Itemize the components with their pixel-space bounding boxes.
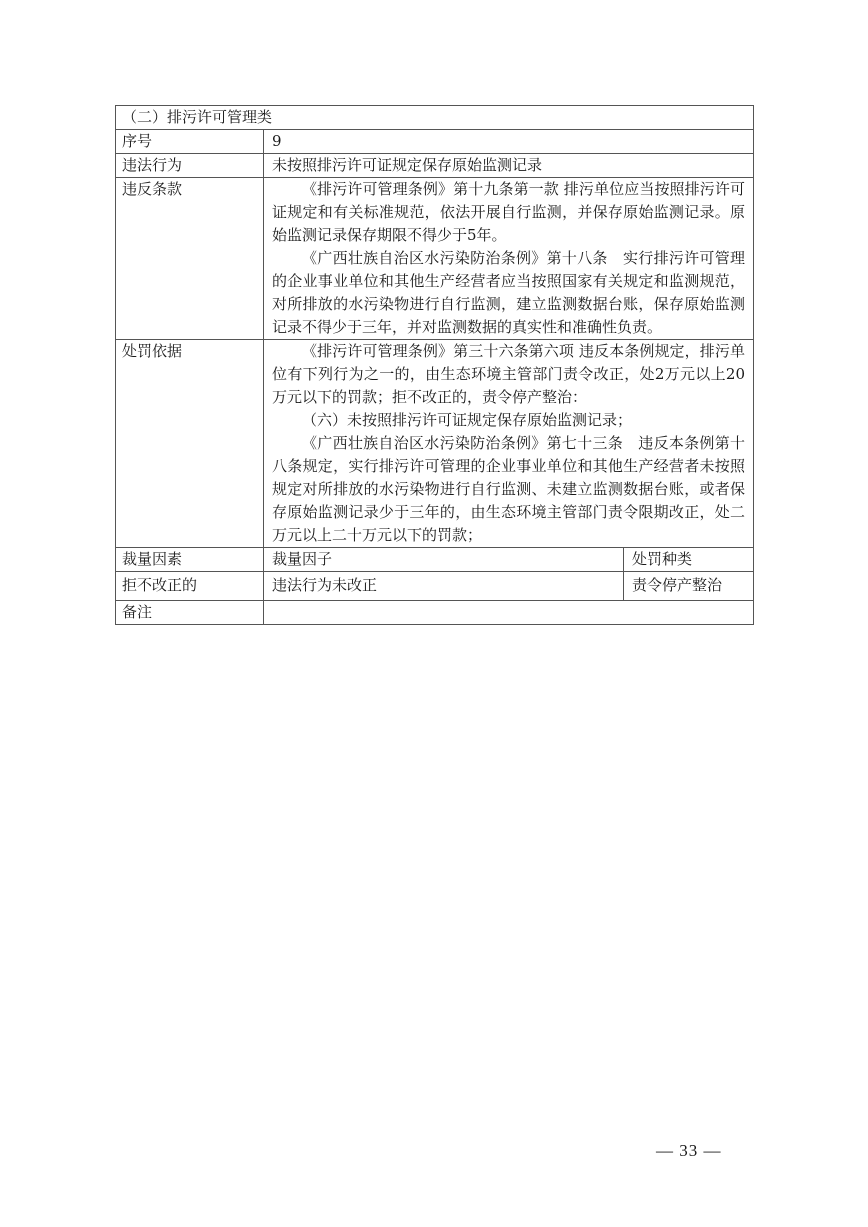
violated-provisions-label: 违反条款: [116, 178, 264, 340]
violated-provisions-content: [264, 178, 754, 340]
violated-provisions-row: [116, 178, 754, 340]
refuse-correction-row: [116, 572, 754, 601]
violation-value: 未按照排污许可证规定保存原始监测记录: [264, 154, 754, 178]
penalty-basis-label: 处罚依据: [116, 340, 264, 548]
serial-row: [116, 130, 754, 154]
basis-paragraph: 《广西壮族自治区水污染防治条例》第七十三条 违反本条例第十八条规定，实行排污许可管理的企业事业单位和其他生产经营者未按照规定对所排放的水污染物进行自行监测、未建立监测数据台账，或者保存原始监测记录少于三年的，由生态环境主管部门责令限期改正，处二万元以上二十万元以下的罚款；: [272, 434, 746, 544]
serial-label: 序号: [116, 130, 264, 154]
discretion-header-row: [116, 548, 754, 572]
penalty-basis-content: [264, 340, 754, 548]
penalty-basis-row: [116, 340, 754, 548]
section-title: （二）排污许可管理类: [116, 106, 754, 130]
section-title-row: [116, 106, 754, 130]
refuse-correction-factor: 违法行为未改正: [264, 572, 624, 601]
remark-value: [264, 601, 754, 625]
factor-header: 裁量因子: [264, 548, 624, 572]
basis-paragraph: 《排污许可管理条例》第三十六条第六项 违反本条例规定，排污单位有下列行为之一的，由生态环境主管部门责令改正，处2万元以上20万元以下的罚款；拒不改正的，责令停产整治：: [272, 342, 746, 406]
discretion-label: 裁量因素: [116, 548, 264, 572]
serial-value: 9: [264, 130, 754, 154]
violation-row: [116, 154, 754, 178]
refuse-correction-penalty-type: 责令停产整治: [624, 572, 754, 601]
basis-paragraph: （六）未按照排污许可证规定保存原始监测记录；: [302, 411, 633, 429]
provision-paragraph: 《排污许可管理条例》第十九条第一款 排污单位应当按照排污许可证规定和有关标准规范，依法开展自行监测，并保存原始监测记录。原始监测记录保存期限不得少于5年。: [272, 180, 746, 244]
remark-row: [116, 601, 754, 625]
remark-label: 备注: [116, 601, 264, 625]
refuse-correction-label: 拒不改正的: [116, 572, 264, 601]
penalty-type-header: 处罚种类: [624, 548, 754, 572]
penalty-standard-table: [115, 105, 754, 625]
violation-label: 违法行为: [116, 154, 264, 178]
page-number: — 33 —: [656, 1141, 722, 1160]
provision-paragraph: 《广西壮族自治区水污染防治条例》第十八条 实行排污许可管理的企业事业单位和其他生产经营者应当按照国家有关规定和监测规范，对所排放的水污染物进行自行监测，建立监测数据台账，保存原始监测记录不得少于三年，并对监测数据的真实性和准确性负责。: [272, 249, 746, 336]
